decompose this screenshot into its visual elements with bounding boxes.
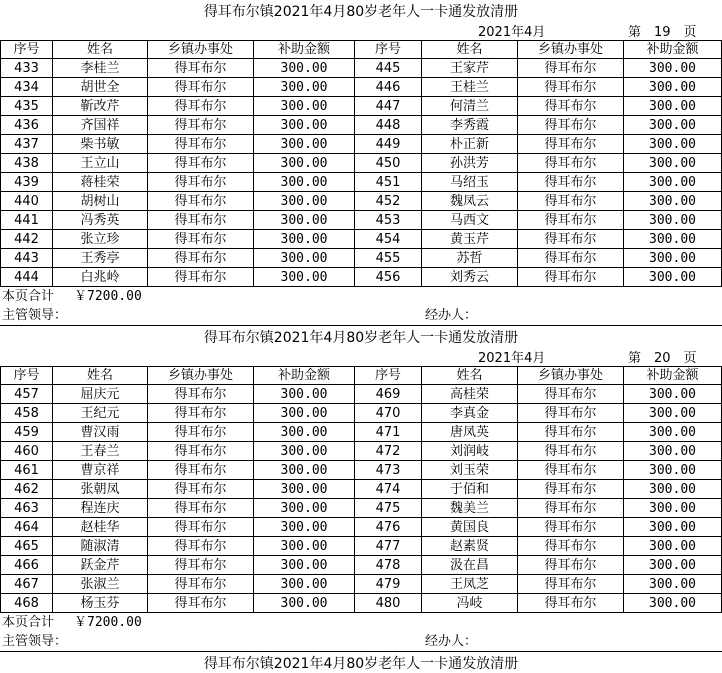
cell-amount[interactable]: 300.00 <box>254 442 355 461</box>
header-amount: 补助金额 <box>254 366 355 385</box>
cell-township[interactable]: 得耳布尔 <box>148 575 254 594</box>
cell-amount[interactable]: 300.00 <box>254 230 355 249</box>
cell-amount[interactable]: 300.00 <box>254 423 355 442</box>
cell-seq[interactable]: 438 <box>0 154 53 173</box>
header-amount: 补助金额 <box>624 40 722 59</box>
cell-amount[interactable]: 300.00 <box>254 97 355 116</box>
signature-row <box>0 632 722 652</box>
cell-seq[interactable]: 451 <box>355 173 422 192</box>
table-row <box>0 385 722 404</box>
cell-amount[interactable]: 300.00 <box>624 97 722 116</box>
cell-amount[interactable]: 300.00 <box>254 116 355 135</box>
cell-name[interactable]: 孙洪芳 <box>422 154 518 173</box>
cell-seq[interactable]: 446 <box>355 78 422 97</box>
cell-seq[interactable]: 460 <box>0 442 53 461</box>
cell-township[interactable]: 得耳布尔 <box>518 230 624 249</box>
cell-township[interactable]: 得耳布尔 <box>148 173 254 192</box>
header-township: 乡镇办事处 <box>148 40 254 59</box>
header-amount: 补助金额 <box>254 40 355 59</box>
cell-township[interactable]: 得耳布尔 <box>148 556 254 575</box>
cell-amount[interactable]: 300.00 <box>254 385 355 404</box>
header-township: 乡镇办事处 <box>148 366 254 385</box>
cell-amount[interactable]: 300.00 <box>254 192 355 211</box>
cell-amount[interactable]: 300.00 <box>624 135 722 154</box>
cell-seq[interactable]: 441 <box>0 211 53 230</box>
cell-amount[interactable]: 300.00 <box>254 575 355 594</box>
cell-township[interactable]: 得耳布尔 <box>148 499 254 518</box>
cell-township[interactable]: 得耳布尔 <box>148 268 254 287</box>
cell-township[interactable]: 得耳布尔 <box>148 385 254 404</box>
cell-amount[interactable]: 300.00 <box>624 154 722 173</box>
cell-township[interactable]: 得耳布尔 <box>518 594 624 613</box>
table-row <box>0 480 722 499</box>
cell-township[interactable]: 得耳布尔 <box>518 135 624 154</box>
cell-amount[interactable]: 300.00 <box>254 211 355 230</box>
cell-name[interactable]: 高桂荣 <box>422 385 518 404</box>
cell-name[interactable]: 马西文 <box>422 211 518 230</box>
cell-amount[interactable]: 300.00 <box>624 518 722 537</box>
page-total-label: 本页合计 <box>2 615 55 630</box>
header-seq: 序号 <box>355 40 422 59</box>
cell-name[interactable]: 白兆岭 <box>53 268 148 287</box>
table-row <box>0 154 722 173</box>
cell-amount[interactable]: 300.00 <box>254 173 355 192</box>
page-total-value: ￥7200.00 <box>74 615 142 630</box>
cell-name[interactable]: 冯岐 <box>422 594 518 613</box>
cell-township[interactable]: 得耳布尔 <box>518 268 624 287</box>
table-row <box>0 537 722 556</box>
cell-seq[interactable]: 457 <box>0 385 53 404</box>
cell-amount[interactable]: 300.00 <box>624 230 722 249</box>
cell-seq[interactable]: 444 <box>0 268 53 287</box>
cell-seq[interactable]: 437 <box>0 135 53 154</box>
header-name: 姓名 <box>422 40 518 59</box>
header-name: 姓名 <box>53 366 148 385</box>
table-row <box>0 173 722 192</box>
cell-seq[interactable]: 435 <box>0 97 53 116</box>
cell-name[interactable]: 何清兰 <box>422 97 518 116</box>
cell-seq[interactable]: 454 <box>355 230 422 249</box>
cell-name[interactable]: 胡树山 <box>53 192 148 211</box>
cell-seq[interactable]: 459 <box>0 423 53 442</box>
cell-township[interactable]: 得耳布尔 <box>148 423 254 442</box>
table-row <box>0 404 722 423</box>
page-total-label: 本页合计 <box>2 289 55 304</box>
cell-amount[interactable]: 300.00 <box>624 192 722 211</box>
cell-amount[interactable]: 300.00 <box>624 480 722 499</box>
supervisor-label: 主管领导： <box>2 308 68 323</box>
cell-seq[interactable]: 469 <box>355 385 422 404</box>
cell-seq[interactable]: 471 <box>355 423 422 442</box>
header-name: 姓名 <box>53 40 148 59</box>
cell-name[interactable]: 齐国祥 <box>53 116 148 135</box>
cell-township[interactable]: 得耳布尔 <box>148 135 254 154</box>
cell-name[interactable]: 冯秀英 <box>53 211 148 230</box>
header-seq: 序号 <box>0 40 53 59</box>
report-date: 2021年4月 <box>478 25 546 40</box>
cell-township[interactable]: 得耳布尔 <box>148 116 254 135</box>
table-row <box>0 135 722 154</box>
cell-amount[interactable]: 300.00 <box>624 423 722 442</box>
cell-seq[interactable]: 473 <box>355 461 422 480</box>
cell-township[interactable]: 得耳布尔 <box>518 78 624 97</box>
cell-amount[interactable]: 300.00 <box>254 556 355 575</box>
cell-amount[interactable]: 300.00 <box>624 594 722 613</box>
cell-amount[interactable]: 300.00 <box>624 211 722 230</box>
table-row <box>0 442 722 461</box>
cell-name[interactable]: 赵素贤 <box>422 537 518 556</box>
cell-seq[interactable]: 466 <box>0 556 53 575</box>
cell-township[interactable]: 得耳布尔 <box>518 423 624 442</box>
cell-name[interactable]: 胡世全 <box>53 78 148 97</box>
cell-amount[interactable]: 300.00 <box>624 575 722 594</box>
cell-amount[interactable]: 300.00 <box>624 537 722 556</box>
cell-township[interactable]: 得耳布尔 <box>518 518 624 537</box>
cell-name[interactable]: 张淑兰 <box>53 575 148 594</box>
cell-name[interactable]: 马绍玉 <box>422 173 518 192</box>
cell-township[interactable]: 得耳布尔 <box>518 192 624 211</box>
cell-seq[interactable]: 463 <box>0 499 53 518</box>
cell-name[interactable]: 刘润岐 <box>422 442 518 461</box>
page-total-row <box>0 287 722 306</box>
next-sheet-title: 得耳布尔镇2021年4月80岁老年人一卡通发放清册 <box>203 655 519 672</box>
cell-seq[interactable]: 439 <box>0 173 53 192</box>
cell-township[interactable]: 得耳布尔 <box>148 154 254 173</box>
cell-name[interactable]: 李真金 <box>422 404 518 423</box>
cell-name[interactable]: 张立珍 <box>53 230 148 249</box>
cell-township[interactable]: 得耳布尔 <box>148 537 254 556</box>
cell-seq[interactable]: 470 <box>355 404 422 423</box>
cell-seq[interactable]: 458 <box>0 404 53 423</box>
cell-amount[interactable]: 300.00 <box>254 154 355 173</box>
cell-township[interactable]: 得耳布尔 <box>518 173 624 192</box>
cell-name[interactable]: 李桂兰 <box>53 59 148 78</box>
cell-name[interactable]: 朴正新 <box>422 135 518 154</box>
cell-township[interactable]: 得耳布尔 <box>518 404 624 423</box>
cell-township[interactable]: 得耳布尔 <box>148 230 254 249</box>
page-number: 第 19 页 <box>628 25 697 40</box>
cell-name[interactable]: 张朝凤 <box>53 480 148 499</box>
cell-amount[interactable]: 300.00 <box>624 461 722 480</box>
cell-name[interactable]: 魏凤云 <box>422 192 518 211</box>
sheet-title: 得耳布尔镇2021年4月80岁老年人一卡通发放清册 <box>203 329 519 346</box>
header-seq: 序号 <box>355 366 422 385</box>
cell-name[interactable]: 汲在昌 <box>422 556 518 575</box>
roster-block <box>0 326 722 652</box>
cell-seq[interactable]: 433 <box>0 59 53 78</box>
table-row <box>0 575 722 594</box>
table-row <box>0 518 722 537</box>
cell-name[interactable]: 王桂兰 <box>422 78 518 97</box>
cell-seq[interactable]: 467 <box>0 575 53 594</box>
cell-township[interactable]: 得耳布尔 <box>518 154 624 173</box>
cell-amount[interactable]: 300.00 <box>254 404 355 423</box>
cell-seq[interactable]: 478 <box>355 556 422 575</box>
cell-name[interactable]: 曹京祥 <box>53 461 148 480</box>
cell-seq[interactable]: 474 <box>355 480 422 499</box>
table-row <box>0 594 722 613</box>
cell-seq[interactable]: 434 <box>0 78 53 97</box>
table-header-row <box>0 366 722 385</box>
cell-township[interactable]: 得耳布尔 <box>518 556 624 575</box>
cell-township[interactable]: 得耳布尔 <box>148 594 254 613</box>
cell-seq[interactable]: 445 <box>355 59 422 78</box>
cell-amount[interactable]: 300.00 <box>254 499 355 518</box>
cell-township[interactable]: 得耳布尔 <box>148 518 254 537</box>
cell-seq[interactable]: 468 <box>0 594 53 613</box>
cell-name[interactable]: 王纪元 <box>53 404 148 423</box>
cell-township[interactable]: 得耳布尔 <box>518 249 624 268</box>
cell-amount[interactable]: 300.00 <box>254 461 355 480</box>
cell-township[interactable]: 得耳布尔 <box>518 97 624 116</box>
table-header-row <box>0 40 722 59</box>
cell-name[interactable]: 跃金芹 <box>53 556 148 575</box>
cell-seq[interactable]: 475 <box>355 499 422 518</box>
cell-amount[interactable]: 300.00 <box>624 404 722 423</box>
cell-name[interactable]: 杨玉芬 <box>53 594 148 613</box>
cell-township[interactable]: 得耳布尔 <box>148 97 254 116</box>
cell-amount[interactable]: 300.00 <box>254 78 355 97</box>
table-row <box>0 556 722 575</box>
table-row <box>0 192 722 211</box>
cell-amount[interactable]: 300.00 <box>624 499 722 518</box>
table-row <box>0 211 722 230</box>
cell-name[interactable]: 王秀亭 <box>53 249 148 268</box>
meta-row <box>0 347 722 366</box>
cell-township[interactable]: 得耳布尔 <box>148 78 254 97</box>
sheet-title: 得耳布尔镇2021年4月80岁老年人一卡通发放清册 <box>203 3 519 20</box>
cell-seq[interactable]: 480 <box>355 594 422 613</box>
header-seq: 序号 <box>0 366 53 385</box>
cell-name[interactable]: 魏美兰 <box>422 499 518 518</box>
cell-amount[interactable]: 300.00 <box>624 268 722 287</box>
cell-seq[interactable]: 447 <box>355 97 422 116</box>
cell-name[interactable]: 于佰和 <box>422 480 518 499</box>
cell-township[interactable]: 得耳布尔 <box>148 461 254 480</box>
cell-seq[interactable]: 465 <box>0 537 53 556</box>
header-name: 姓名 <box>422 366 518 385</box>
table-row <box>0 78 722 97</box>
cell-amount[interactable]: 300.00 <box>624 59 722 78</box>
cell-amount[interactable]: 300.00 <box>624 116 722 135</box>
cell-name[interactable]: 刘秀云 <box>422 268 518 287</box>
cell-seq[interactable]: 456 <box>355 268 422 287</box>
cell-name[interactable]: 王春兰 <box>53 442 148 461</box>
cell-name[interactable]: 王立山 <box>53 154 148 173</box>
cell-name[interactable]: 王家芹 <box>422 59 518 78</box>
page-total-row <box>0 613 722 632</box>
cell-name[interactable]: 靳改芹 <box>53 97 148 116</box>
cell-seq[interactable]: 436 <box>0 116 53 135</box>
cell-name[interactable]: 曹汉雨 <box>53 423 148 442</box>
cell-township[interactable]: 得耳布尔 <box>518 499 624 518</box>
cell-name[interactable]: 程连庆 <box>53 499 148 518</box>
table-row <box>0 116 722 135</box>
title-row <box>0 326 722 347</box>
cell-amount[interactable]: 300.00 <box>254 249 355 268</box>
cell-seq[interactable]: 461 <box>0 461 53 480</box>
cell-township[interactable]: 得耳布尔 <box>518 461 624 480</box>
meta-row <box>0 21 722 40</box>
table-row <box>0 499 722 518</box>
cell-township[interactable]: 得耳布尔 <box>518 480 624 499</box>
cell-amount[interactable]: 300.00 <box>624 173 722 192</box>
cell-seq[interactable]: 443 <box>0 249 53 268</box>
cell-amount[interactable]: 300.00 <box>254 135 355 154</box>
cell-seq[interactable]: 464 <box>0 518 53 537</box>
next-title-row <box>0 652 722 673</box>
cell-name[interactable]: 李秀霞 <box>422 116 518 135</box>
cell-township[interactable]: 得耳布尔 <box>148 442 254 461</box>
cell-amount[interactable]: 300.00 <box>254 268 355 287</box>
cell-seq[interactable]: 440 <box>0 192 53 211</box>
cell-township[interactable]: 得耳布尔 <box>148 249 254 268</box>
cell-amount[interactable]: 300.00 <box>254 480 355 499</box>
cell-name[interactable]: 随淑清 <box>53 537 148 556</box>
cell-township[interactable]: 得耳布尔 <box>518 59 624 78</box>
table-row <box>0 268 722 287</box>
cell-seq[interactable]: 455 <box>355 249 422 268</box>
cell-township[interactable]: 得耳布尔 <box>518 116 624 135</box>
cell-seq[interactable]: 477 <box>355 537 422 556</box>
cell-township[interactable]: 得耳布尔 <box>148 192 254 211</box>
cell-seq[interactable]: 479 <box>355 575 422 594</box>
cell-name[interactable]: 刘玉荣 <box>422 461 518 480</box>
cell-township[interactable]: 得耳布尔 <box>518 385 624 404</box>
cell-name[interactable]: 苏哲 <box>422 249 518 268</box>
report-date: 2021年4月 <box>478 351 546 366</box>
handler-label: 经办人： <box>425 634 478 649</box>
cell-name[interactable]: 王凤芝 <box>422 575 518 594</box>
cell-amount[interactable]: 300.00 <box>624 385 722 404</box>
cell-seq[interactable]: 452 <box>355 192 422 211</box>
cell-name[interactable]: 赵桂华 <box>53 518 148 537</box>
cell-seq[interactable]: 450 <box>355 154 422 173</box>
page-number: 第 20 页 <box>628 351 697 366</box>
header-township: 乡镇办事处 <box>518 40 624 59</box>
cell-seq[interactable]: 472 <box>355 442 422 461</box>
cell-amount[interactable]: 300.00 <box>624 249 722 268</box>
cell-amount[interactable]: 300.00 <box>254 594 355 613</box>
cell-name[interactable]: 黄国良 <box>422 518 518 537</box>
title-row <box>0 0 722 21</box>
cell-amount[interactable]: 300.00 <box>624 556 722 575</box>
header-amount: 补助金额 <box>624 366 722 385</box>
table-row <box>0 97 722 116</box>
cell-amount[interactable]: 300.00 <box>254 518 355 537</box>
table-row <box>0 59 722 78</box>
cell-township[interactable]: 得耳布尔 <box>148 480 254 499</box>
cell-amount[interactable]: 300.00 <box>254 59 355 78</box>
cell-name[interactable]: 黄玉芹 <box>422 230 518 249</box>
cell-name[interactable]: 蒋桂荣 <box>53 173 148 192</box>
cell-seq[interactable]: 462 <box>0 480 53 499</box>
table-row <box>0 230 722 249</box>
page-total-value: ￥7200.00 <box>74 289 142 304</box>
cell-township[interactable]: 得耳布尔 <box>518 537 624 556</box>
cell-amount[interactable]: 300.00 <box>624 78 722 97</box>
cell-seq[interactable]: 453 <box>355 211 422 230</box>
table-row <box>0 461 722 480</box>
table-row <box>0 249 722 268</box>
cell-township[interactable]: 得耳布尔 <box>518 575 624 594</box>
handler-label: 经办人： <box>425 308 478 323</box>
cell-township[interactable]: 得耳布尔 <box>148 59 254 78</box>
cell-amount[interactable]: 300.00 <box>624 442 722 461</box>
cell-township[interactable]: 得耳布尔 <box>518 442 624 461</box>
cell-township[interactable]: 得耳布尔 <box>518 211 624 230</box>
cell-name[interactable]: 屈庆元 <box>53 385 148 404</box>
roster-block <box>0 0 722 326</box>
cell-township[interactable]: 得耳布尔 <box>148 211 254 230</box>
cell-name[interactable]: 柴书敏 <box>53 135 148 154</box>
cell-seq[interactable]: 476 <box>355 518 422 537</box>
cell-seq[interactable]: 448 <box>355 116 422 135</box>
cell-seq[interactable]: 449 <box>355 135 422 154</box>
header-township: 乡镇办事处 <box>518 366 624 385</box>
cell-seq[interactable]: 442 <box>0 230 53 249</box>
signature-row <box>0 306 722 326</box>
cell-amount[interactable]: 300.00 <box>254 537 355 556</box>
table-row <box>0 423 722 442</box>
cell-name[interactable]: 唐凤英 <box>422 423 518 442</box>
cell-township[interactable]: 得耳布尔 <box>148 404 254 423</box>
supervisor-label: 主管领导： <box>2 634 68 649</box>
